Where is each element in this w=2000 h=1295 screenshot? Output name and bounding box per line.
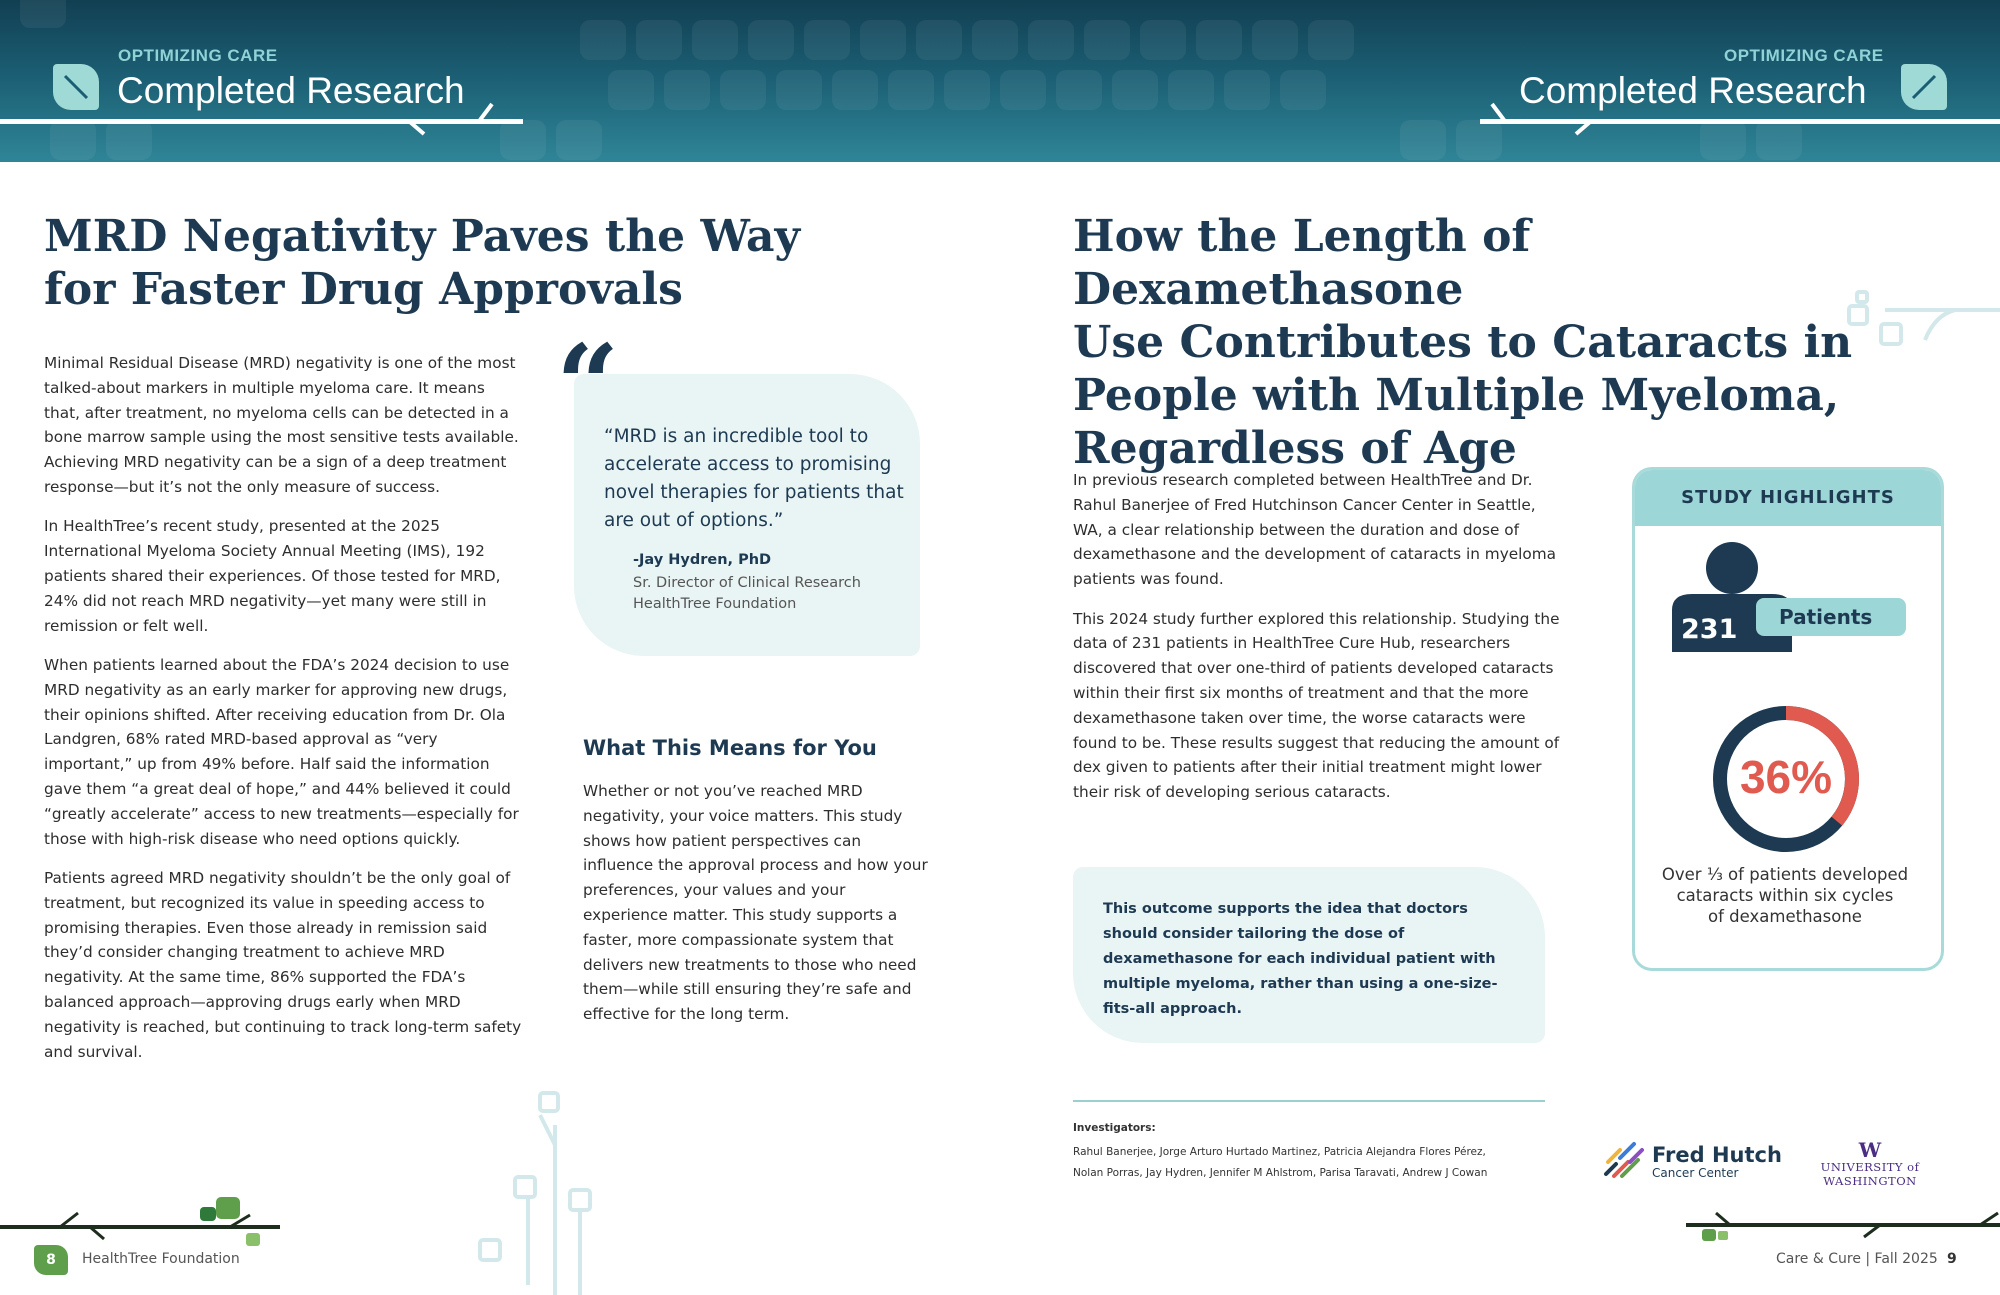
left-article-body	[44, 351, 524, 1079]
right-title-line-3: People with Multiple Myeloma,	[1073, 370, 1840, 421]
percent-label: 36%	[1739, 751, 1833, 803]
uw-name: UNIVERSITY of WASHINGTON	[1820, 1160, 1920, 1188]
patients-label: Patients	[1779, 605, 1873, 629]
section-title-right: Completed Research	[1519, 70, 1867, 111]
branch-left-icon	[400, 100, 520, 140]
quote-role-line: Sr. Director of Clinical Research	[633, 575, 861, 591]
quote-text: “MRD is an incredible tool to accelerate access to promising novel therapies for patients that are out of options.”	[604, 426, 904, 531]
branch-decoration-icon	[1845, 290, 2000, 350]
page-number-left: 8	[34, 1245, 68, 1275]
footer-publisher: HealthTree Foundation	[82, 1251, 240, 1267]
fred-hutch-logo-icon	[1602, 1140, 1644, 1180]
fred-hutch-logo	[1652, 1144, 1782, 1180]
right-title-line-4: Regardless of Age	[1073, 423, 1517, 474]
footer-issue: Care & Cure | Fall 2025	[1776, 1251, 1938, 1267]
paragraph: When patients learned about the FDA’s 2024 decision to use MRD negativity as an early marker for approving new drugs, their opinions shifted. After receiving education from Dr. Ola Landgren, 68% rated MRD-based approval as “very important,” up from 49% before. Half said the information gave them “a great deal of hope,” and 44% believed it could “greatly accelerate” access to new treatments—especially for those with high-risk disease who need options quickly.	[44, 655, 519, 848]
section-kicker-left: OPTIMIZING CARE	[118, 46, 278, 65]
means-heading: What This Means for You	[583, 736, 877, 760]
paragraph: This 2024 study further explored this relationship. Studying the data of 231 patients in HealthTree Cure Hub, researchers discovered that over one-third of patients developed cataracts within their first six months of treatment and that the more dexamethasone taken over time, the worse cataracts were found to be. These results suggest that reducing the amount of dex given to patients after their initial treatment might lower their risk of developing serious cataracts.	[1073, 609, 1560, 802]
quote-author: -Jay Hydren, PhD	[633, 552, 772, 568]
investigators-line: Nolan Porras, Jay Hydren, Jennifer M Ahlstrom, Parisa Taravati, Andrew J Cowan	[1073, 1167, 1488, 1179]
quote-author-role	[633, 573, 861, 615]
caption-line: cataracts within six cycles	[1676, 886, 1894, 905]
outcome-text: This outcome supports the idea that doctors should consider tailoring the dose of dexamethasone for each individual patient with multiple myeloma, rather than using a one-size-fits-all approach.	[1103, 901, 1498, 1017]
fred-hutch-name: Fred Hutch	[1652, 1143, 1782, 1167]
section-title-left: Completed Research	[117, 70, 465, 111]
right-article-body	[1073, 468, 1563, 820]
investigators-divider	[1073, 1100, 1545, 1102]
patients-count: 231	[1681, 614, 1738, 645]
page-number-right: 9	[1947, 1251, 1957, 1267]
highlight-caption	[1640, 864, 1930, 927]
uw-logo	[1790, 1140, 1950, 1188]
uw-mark: W	[1858, 1138, 1882, 1162]
left-title-line-2: for Faster Drug Approvals	[44, 264, 683, 315]
left-article-title	[44, 210, 804, 316]
quote-org-line: HealthTree Foundation	[633, 596, 797, 612]
right-title-line-1: How the Length of Dexamethasone	[1073, 211, 1531, 315]
fred-hutch-subtitle: Cancer Center	[1652, 1166, 1739, 1180]
caption-line: of dexamethasone	[1708, 907, 1862, 926]
right-article-title	[1073, 210, 1933, 475]
branch-right-icon	[1480, 100, 1600, 140]
left-title-line-1: MRD Negativity Paves the Way	[44, 211, 801, 262]
paragraph: Patients agreed MRD negativity shouldn’t be the only goal of treatment, but recognized its value in speeding access to promising therapies. Even those already in remission said they’d consider changing treatment to achieve MRD negativity. At the same time, 86% supported the FDA’s balanced approach—approving drugs early when MRD negativity is reached, but continuing to track long-term safety and survival.	[44, 868, 522, 1061]
caption-line: Over ⅓ of patients developed	[1661, 865, 1909, 884]
paragraph: In HealthTree’s recent study, presented at the 2025 International Myeloma Society Annual Meeting (IMS), 192 patients shared their experiences. Of those tested for MRD, 24% did not reach MRD negativity—yet many were still in remission or felt well.	[44, 517, 501, 635]
sprig-decoration-icon	[470, 1085, 600, 1295]
quote-mark-icon: “	[556, 320, 620, 449]
section-kicker-right: OPTIMIZING CARE	[1724, 46, 1884, 65]
paragraph: In previous research completed between HealthTree and Dr. Rahul Banerjee of Fred Hutchinson Cancer Center in Seattle, WA, a clear relationship between the duration and dose of dexamethasone and the development of cataracts in myeloma patients was found.	[1073, 471, 1557, 589]
branch-footer-right-icon	[1680, 1205, 2000, 1245]
paragraph: Minimal Residual Disease (MRD) negativity is one of the most talked-about markers in multiple myeloma care. It means that, after treatment, no myeloma cells can be detected in a bone marrow sample using the most sensitive tests available. Achieving MRD negativity can be a sign of a deep treatment response—but it’s not the only measure of success.	[44, 354, 519, 496]
leaf-icon	[1901, 64, 1947, 110]
leaf-icon	[53, 64, 99, 110]
study-highlights-heading: STUDY HIGHLIGHTS	[1635, 470, 1941, 526]
right-title-line-2: Use Contributes to Cataracts in	[1073, 317, 1853, 368]
investigators-list	[1073, 1142, 1487, 1184]
investigators-line: Rahul Banerjee, Jorge Arturo Hurtado Martinez, Patricia Alejandra Flores Pérez,	[1073, 1146, 1486, 1158]
means-text: Whether or not you’ve reached MRD negativity, your voice matters. This study shows how patient perspectives can influence the approval process and how your preferences, your values and your experience matter. This study supports a faster, more compassionate system that delivers new treatments to those who need them—while still ensuring they’re safe and effective for the long term.	[583, 782, 928, 1024]
investigators-label: Investigators:	[1073, 1122, 1156, 1134]
